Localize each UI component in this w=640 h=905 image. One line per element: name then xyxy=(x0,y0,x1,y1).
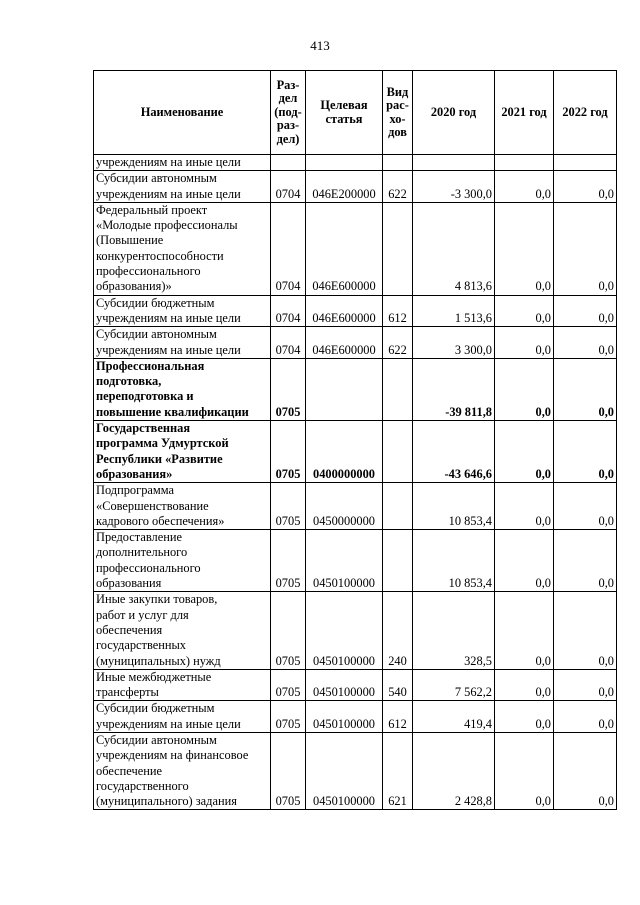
cell-2021: 0,0 xyxy=(495,171,554,203)
cell-expense-type: 540 xyxy=(383,669,413,701)
cell-target: 046E200000 xyxy=(306,171,383,203)
header-section: Раз- дел (под- раз- дел) xyxy=(271,71,306,155)
table-row xyxy=(94,202,617,295)
cell-section: 0705 xyxy=(271,732,306,809)
cell-name: Иные закупки товаров, работ и услуг для обеспечения государственных (муниципальных) нужд xyxy=(94,592,271,669)
cell-expense-type xyxy=(383,421,413,483)
cell-expense-type: 622 xyxy=(383,327,413,359)
cell-expense-type xyxy=(383,202,413,295)
cell-section: 0704 xyxy=(271,202,306,295)
cell-2022: 0,0 xyxy=(554,171,617,203)
cell-2020: 419,4 xyxy=(413,701,495,733)
cell-2020: 7 562,2 xyxy=(413,669,495,701)
cell-2022: 0,0 xyxy=(554,327,617,359)
cell-2021: 0,0 xyxy=(495,202,554,295)
cell-2021: 0,0 xyxy=(495,421,554,483)
table-row xyxy=(94,327,617,359)
cell-expense-type: 240 xyxy=(383,592,413,669)
cell-name: Подпрограмма «Совершенствование кадрового обеспечения» xyxy=(94,483,271,530)
cell-2021: 0,0 xyxy=(495,732,554,809)
table-row xyxy=(94,421,617,483)
cell-target: 046E600000 xyxy=(306,295,383,327)
cell-expense-type xyxy=(383,483,413,530)
cell-2022: 0,0 xyxy=(554,202,617,295)
cell-section: 0704 xyxy=(271,295,306,327)
cell-expense-type xyxy=(383,155,413,171)
header-2022: 2022 год xyxy=(554,71,617,155)
header-name: Наименование xyxy=(94,71,271,155)
cell-expense-type: 612 xyxy=(383,701,413,733)
cell-2020 xyxy=(413,155,495,171)
cell-2022: 0,0 xyxy=(554,701,617,733)
table-row xyxy=(94,732,617,809)
cell-2021: 0,0 xyxy=(495,701,554,733)
cell-expense-type xyxy=(383,530,413,592)
cell-name: Государственная программа Удмуртской Республики «Развитие образования» xyxy=(94,421,271,483)
table-row xyxy=(94,358,617,420)
cell-name: Иные межбюджетные трансферты xyxy=(94,669,271,701)
cell-expense-type: 622 xyxy=(383,171,413,203)
table-row xyxy=(94,530,617,592)
cell-name: Субсидии автономным учреждениям на финансовое обеспечение государственного (муниципального) задания xyxy=(94,732,271,809)
cell-target: 0450000000 xyxy=(306,483,383,530)
cell-2020: 328,5 xyxy=(413,592,495,669)
cell-target: 0450100000 xyxy=(306,592,383,669)
cell-2020: 4 813,6 xyxy=(413,202,495,295)
table-row xyxy=(94,701,617,733)
cell-2021: 0,0 xyxy=(495,669,554,701)
cell-target xyxy=(306,358,383,420)
cell-name: учреждениям на иные цели xyxy=(94,155,271,171)
header-2021: 2021 год xyxy=(495,71,554,155)
cell-2020: -3 300,0 xyxy=(413,171,495,203)
cell-expense-type xyxy=(383,358,413,420)
cell-2020: 1 513,6 xyxy=(413,295,495,327)
cell-2021: 0,0 xyxy=(495,295,554,327)
cell-name: Субсидии бюджетным учреждениям на иные цели xyxy=(94,701,271,733)
cell-target: 046E600000 xyxy=(306,202,383,295)
cell-2020: 10 853,4 xyxy=(413,483,495,530)
cell-name: Профессиональная подготовка, переподготовка и повышение квалификации xyxy=(94,358,271,420)
cell-name: Субсидии бюджетным учреждениям на иные цели xyxy=(94,295,271,327)
cell-target: 0450100000 xyxy=(306,530,383,592)
table-row xyxy=(94,592,617,669)
cell-2020: -39 811,8 xyxy=(413,358,495,420)
cell-2020: 2 428,8 xyxy=(413,732,495,809)
cell-target xyxy=(306,155,383,171)
cell-section: 0705 xyxy=(271,669,306,701)
cell-target: 0400000000 xyxy=(306,421,383,483)
table-row xyxy=(94,669,617,701)
header-2020: 2020 год xyxy=(413,71,495,155)
cell-section: 0705 xyxy=(271,530,306,592)
cell-section: 0704 xyxy=(271,171,306,203)
table-header xyxy=(94,71,617,155)
cell-2022: 0,0 xyxy=(554,592,617,669)
cell-2020: -43 646,6 xyxy=(413,421,495,483)
cell-2021: 0,0 xyxy=(495,483,554,530)
budget-table xyxy=(93,70,617,810)
cell-section: 0705 xyxy=(271,592,306,669)
cell-name: Федеральный проект «Молодые профессионалы (Повышение конкурентоспособности профессионального образования)» xyxy=(94,202,271,295)
table-body xyxy=(94,155,617,810)
cell-target: 0450100000 xyxy=(306,701,383,733)
cell-2022: 0,0 xyxy=(554,732,617,809)
cell-2021: 0,0 xyxy=(495,592,554,669)
cell-2021 xyxy=(495,155,554,171)
cell-2022: 0,0 xyxy=(554,530,617,592)
cell-name: Субсидии автономным учреждениям на иные цели xyxy=(94,327,271,359)
header-expense-type: Вид рас- хо- дов xyxy=(383,71,413,155)
table-row xyxy=(94,295,617,327)
cell-2022 xyxy=(554,155,617,171)
cell-section: 0705 xyxy=(271,701,306,733)
cell-section: 0705 xyxy=(271,358,306,420)
cell-section xyxy=(271,155,306,171)
cell-2022: 0,0 xyxy=(554,483,617,530)
cell-2020: 3 300,0 xyxy=(413,327,495,359)
cell-2020: 10 853,4 xyxy=(413,530,495,592)
table-row xyxy=(94,155,617,171)
cell-expense-type: 621 xyxy=(383,732,413,809)
cell-2022: 0,0 xyxy=(554,421,617,483)
cell-target: 046E600000 xyxy=(306,327,383,359)
cell-section: 0704 xyxy=(271,327,306,359)
cell-target: 0450100000 xyxy=(306,669,383,701)
cell-2022: 0,0 xyxy=(554,358,617,420)
cell-expense-type: 612 xyxy=(383,295,413,327)
page-number: 413 xyxy=(310,38,330,53)
cell-2022: 0,0 xyxy=(554,295,617,327)
cell-section: 0705 xyxy=(271,421,306,483)
cell-2021: 0,0 xyxy=(495,530,554,592)
cell-section: 0705 xyxy=(271,483,306,530)
table-row xyxy=(94,171,617,203)
cell-target: 0450100000 xyxy=(306,732,383,809)
header-target: Целевая статья xyxy=(306,71,383,155)
cell-name: Субсидии автономным учреждениям на иные цели xyxy=(94,171,271,203)
table-row xyxy=(94,483,617,530)
cell-2021: 0,0 xyxy=(495,327,554,359)
cell-2021: 0,0 xyxy=(495,358,554,420)
cell-2022: 0,0 xyxy=(554,669,617,701)
cell-name: Предоставление дополнительного профессионального образования xyxy=(94,530,271,592)
